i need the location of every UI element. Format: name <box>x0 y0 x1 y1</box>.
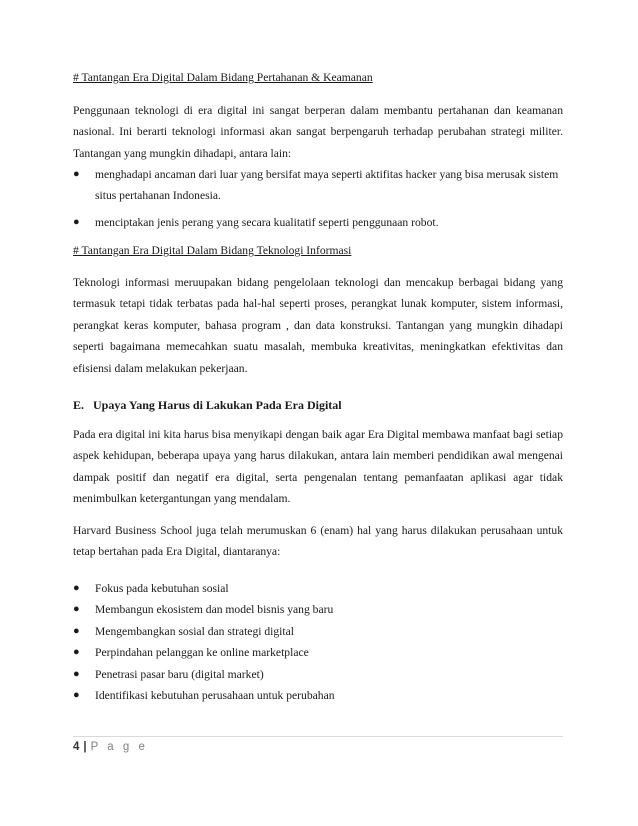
list-item: ● Fokus pada kebutuhan sosial <box>73 578 563 599</box>
bullet-icon: ● <box>73 667 80 680</box>
list-item: ● menghadapi ancaman dari luar yang bersifat maya seperti aktifitas hacker yang bisa merusak sistem situs pertahanan Indonesia. <box>73 164 563 207</box>
bullet-icon: ● <box>73 624 80 637</box>
heading-teknologi-informasi: # Tantangan Era Digital Dalam Bidang Teknologi Informasi <box>73 244 352 257</box>
bullet-icon: ● <box>73 168 80 180</box>
list-item: ● Membangun ekosistem dan model bisnis yang baru <box>73 599 563 620</box>
paragraph-harvard: Harvard Business School juga telah merumuskan 6 (enam) hal yang harus dilakukan perusahaan untuk tetap bertahan pada Era Digital, diantaranya: <box>73 524 563 559</box>
bullet-list-pertahanan <box>73 164 563 233</box>
list-item: ● Identifikasi kebutuhan perusahaan untuk perubahan <box>73 685 563 706</box>
page-footer <box>73 741 148 753</box>
bullet-icon: ● <box>73 215 80 228</box>
heading-pertahanan-keamanan: # Tantangan Era Digital Dalam Bidang Pertahanan & Keamanan <box>73 71 373 84</box>
footer-divider <box>73 736 563 737</box>
list-item: ● Mengembangkan sosial dan strategi digital <box>73 621 563 642</box>
bullet-icon: ● <box>73 603 80 616</box>
section-e-title <box>73 398 342 413</box>
page-number: 4 <box>73 741 80 753</box>
bullet-icon: ● <box>73 646 80 659</box>
bullet-list-harvard <box>73 578 563 706</box>
page-label: P a g e <box>90 741 148 753</box>
paragraph-teknologi-informasi: Teknologi informasi meruupakan bidang pengelolaan teknologi dan mencakup berbagai bidang yang termasuk tetapi tidak terbatas pada hal-hal seperti proses, perangkat lunak komputer, sistem informasi, perangkat keras komputer, bahasa program , dan data konstruksi. Tantangan yang mungkin dihadapi seperti bagaimana memecahkan suatu masalah, membuka kreativitas, meningkatkan efektivitas dan efisiensi dalam melakukan pekerjaan. <box>73 276 563 375</box>
bullet-icon: ● <box>73 582 80 594</box>
list-item: ● Perpindahan pelanggan ke online marketplace <box>73 642 563 663</box>
paragraph-upaya: Pada era digital ini kita harus bisa menyikapi dengan baik agar Era Digital membawa manfaat bagi setiap aspek kehidupan, beberapa upaya yang harus dilakukan, antara lain memberi pendidikan awal mengenai dampak positif dan negatif era digital, serta pengenalan tentang pemanfaatan aplikasi agar tidak menimbulkan ketergantungan yang mendalam. <box>73 428 563 506</box>
section-title-text: Upaya Yang Harus di Lakukan Pada Era Digital <box>93 398 342 412</box>
list-item: ● Penetrasi pasar baru (digital market) <box>73 664 563 685</box>
bullet-icon: ● <box>73 689 80 702</box>
footer-separator: | <box>83 741 87 753</box>
list-item: ● menciptakan jenis perang yang secara kualitatif seperti penggunaan robot. <box>73 212 563 233</box>
paragraph-pertahanan: Penggunaan teknologi di era digital ini sangat berperan dalam membantu pertahanan dan keamanan nasional. Ini berarti teknologi informasi akan sangat berpengaruh terhadap perubahan strategi militer. Tantangan yang mungkin dihadapi, antara lain: <box>73 104 563 160</box>
section-letter: E. <box>73 398 85 412</box>
